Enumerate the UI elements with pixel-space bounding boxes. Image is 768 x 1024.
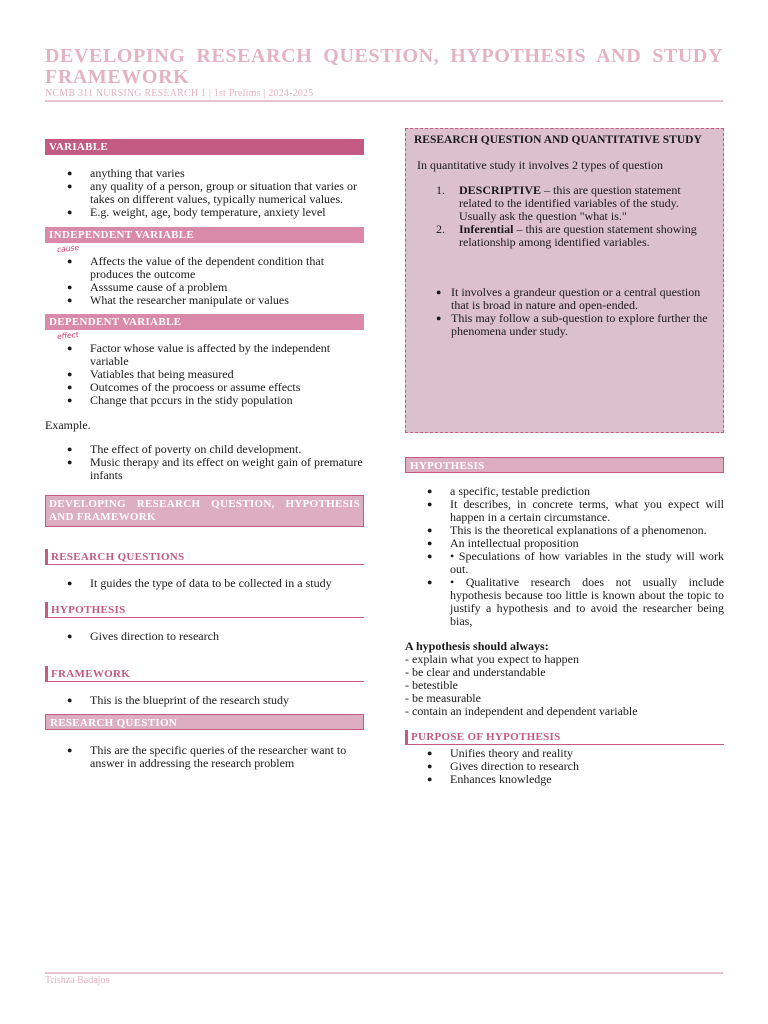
section-heading-purpose-of-hypothesis: PURPOSE OF HYPOTHESIS [405,730,724,745]
footer-author: Trishza Badajos [45,975,110,986]
list-item: ● Vatiables that being measured [45,368,364,381]
framework-list [45,694,364,707]
section-heading-variable: VARIABLE [45,139,364,155]
left-column [45,139,364,770]
list-item: ● • Speculations of how variables in the study will work out. [405,550,724,576]
section-heading-research-questions: RESEARCH QUESTIONS [45,549,364,565]
list-item: ● • Qualitative research does not usually include hypothesis because too little is known about the topic to justify a hypothesis and to avoid the researcher being bias, [405,576,724,628]
list-item: ● Asssume cause of a problem [45,281,364,294]
list-item: ● It guides the type of data to be collected in a study [45,577,364,590]
page-title-line1: DEVELOPING RESEARCH QUESTION, HYPOTHESIS AND STUDY [45,45,723,67]
list-item: ● This is the theoretical explanations of a phenomenon. [405,524,724,537]
list-item: ● E.g. weight, age, body temperature, anxiety level [45,206,364,219]
list-item-inferential: 2. Inferential – this are question statement showing relationship among identified variables. [436,222,697,249]
list-item: ● It involves a grandeur question or a central question that is broad in nature and open-ended. [414,286,715,312]
list-item: ● Change that pccurs in the stidy population [45,394,364,407]
question-types-list [414,184,715,249]
list-item: ● Unifies theory and reality [405,747,724,760]
page-title-line2: FRAMEWORK [45,66,190,88]
text-line: - betestible [405,678,458,692]
purpose-list [405,747,724,786]
text-line: - be clear and understandable [405,665,546,679]
example-list [45,443,364,482]
list-item: ● Gives direction to research [405,760,724,773]
list-item: ● The effect of poverty on child development. [45,443,364,456]
header-divider [45,100,723,102]
text-line: - be measurable [405,691,481,705]
list-item: ● What the researcher manipulate or values [45,294,364,307]
list-item-descriptive: 1. DESCRIPTIVE – this are question statement related to the identified variables of the study. Usually ask the question "what is." [436,183,681,223]
list-item: ● This are the specific queries of the researcher want to answer in addressing the research problem [45,744,364,770]
hypothesis-should-label: A hypothesis should always: [405,639,549,653]
research-question-quantitative-box [405,128,724,433]
text-line: - contain an independent and dependent variable [405,704,638,718]
list-item: ● Music therapy and its effect on weight gain of premature infants [45,456,364,482]
list-item: ● Affects the value of the dependent condition that produces the outcome [45,255,364,281]
variable-list [45,167,364,219]
page-title [45,46,723,88]
box-intro: In quantitative study it involves 2 types of question [417,158,663,172]
section-heading-developing-framework: DEVELOPING RESEARCH QUESTION, HYPOTHESIS AND FRAMEWORK [45,495,364,527]
box-heading: RESEARCH QUESTION AND QUANTITATIVE STUDY [414,134,702,146]
section-heading-hypothesis-left: HYPOTHESIS [45,602,364,618]
footer-divider [45,972,723,974]
page-subtitle: NCMB 311 NURSING RESEARCH 1 | 1st Prelims | 2024-2025 [45,88,314,99]
research-questions-list [45,577,364,590]
list-item: ● It describes, in concrete terms, what you expect will happen in a certain circumstance. [405,498,724,524]
section-heading-research-question: RESEARCH QUESTION [45,714,364,730]
list-item: ● Factor whose value is affected by the independent variable [45,342,364,368]
list-item: ● Gives direction to research [45,630,364,643]
section-heading-independent-variable: INDEPENDENT VARIABLE [45,227,364,243]
handwritten-note-cause: cause [56,242,80,255]
section-heading-framework: FRAMEWORK [45,666,364,682]
section-heading-dependent-variable: DEPENDENT VARIABLE [45,314,364,330]
research-question-list [45,744,364,770]
list-item: ● An intellectual proposition [405,537,724,550]
list-item: ● any quality of a person, group or situation that varies or takes on different values, typically numerical values. [45,180,364,206]
list-item: ● This is the blueprint of the research study [45,694,364,707]
hypothesis-should-lines [405,653,724,718]
box-bullet-list [414,286,715,338]
hypothesis-left-list [45,630,364,643]
independent-variable-list [45,255,364,307]
text-line: - explain what you expect to happen [405,652,579,666]
list-item: ● Enhances knowledge [405,773,724,786]
list-item: ● This may follow a sub-question to explore further the phenomena under study. [414,312,715,338]
hypothesis-right-list [405,485,724,628]
list-item: ● anything that varies [45,167,364,180]
right-column-lower [405,457,724,786]
section-heading-hypothesis-right: HYPOTHESIS [405,457,724,473]
list-item: ● Outcomes of the procoess or assume effects [45,381,364,394]
dependent-variable-list [45,342,364,407]
handwritten-note-effect: effect [56,329,80,342]
example-label: Example. [45,418,91,432]
list-item: ● a specific, testable prediction [405,485,724,498]
